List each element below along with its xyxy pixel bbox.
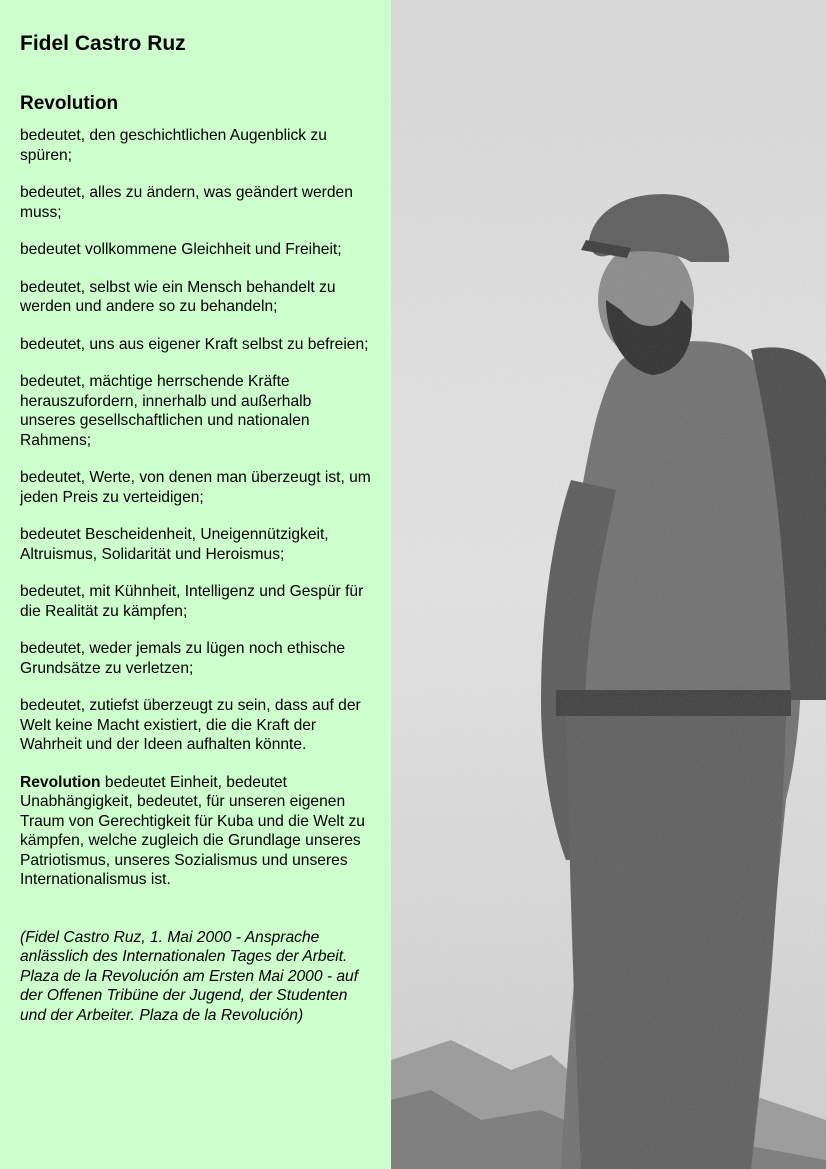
portrait-photo-image	[391, 0, 826, 1169]
section-heading: Revolution	[20, 93, 119, 114]
paragraph-9: bedeutet, mit Kühnheit, Intelligenz und Gespür für die Realität zu kämpfen;	[20, 583, 364, 620]
paragraph-3: bedeutet vollkommene Gleichheit und Freiheit;	[20, 241, 342, 258]
paragraph-1: bedeutet, den geschichtlichen Augenblick zu spüren;	[20, 127, 327, 164]
text-panel	[0, 0, 391, 1169]
paragraph-10: bedeutet, weder jemals zu lügen noch ethische Grundsätze zu verletzen;	[20, 640, 346, 677]
paragraph-2: bedeutet, alles zu ändern, was geändert werden muss;	[20, 184, 353, 221]
paragraph-4: bedeutet, selbst wie ein Mensch behandelt zu werden und andere so zu behandeln;	[20, 278, 336, 315]
portrait-photo	[391, 0, 826, 1169]
paragraph-11: bedeutet, zutiefst überzeugt zu sein, dass auf der Welt keine Macht existiert, die die Kraft der Wahrheit und der Ideen aufhalten könnte.	[20, 697, 361, 753]
final-paragraph-text: bedeutet Einheit, bedeutet Unabhängigkeit, bedeutet, für unseren eigenen Traum von Gerechtigkeit für Kuba und die Welt zu kämpfen, welche zugleich die Grundlage unseres Patriotismus, unseres Sozialismus und unseres Internationalismus ist.	[20, 773, 365, 888]
paragraph-8: bedeutet Bescheidenheit, Uneigennützigkeit, Altruismus, Solidarität und Heroismus;	[20, 526, 329, 563]
paragraph-5: bedeutet, uns aus eigener Kraft selbst zu befreien;	[20, 335, 369, 353]
citation: (Fidel Castro Ruz, 1. Mai 2000 - Ansprache anlässlich des Internationalen Tages der Arbeit. Plaza de la Revolución am Ersten Mai 2000 - auf der Offenen Tribüne der Jugend, der Studenten und der Arbeiter. Plaza de la Revolución)	[20, 928, 359, 1024]
final-paragraph	[20, 773, 371, 890]
paragraph-7: bedeutet, Werte, von denen man überzeugt ist, um jeden Preis zu verteidigen;	[20, 469, 371, 506]
paragraph-6: bedeutet, mächtige herrschende Kräfte herauszufordern, innerhalb und außerhalb unseres gesellschaftlichen und nationalen Rahmens;	[20, 373, 312, 449]
final-paragraph-bold: Revolution	[20, 773, 101, 791]
document-title: Fidel Castro Ruz	[20, 32, 186, 55]
